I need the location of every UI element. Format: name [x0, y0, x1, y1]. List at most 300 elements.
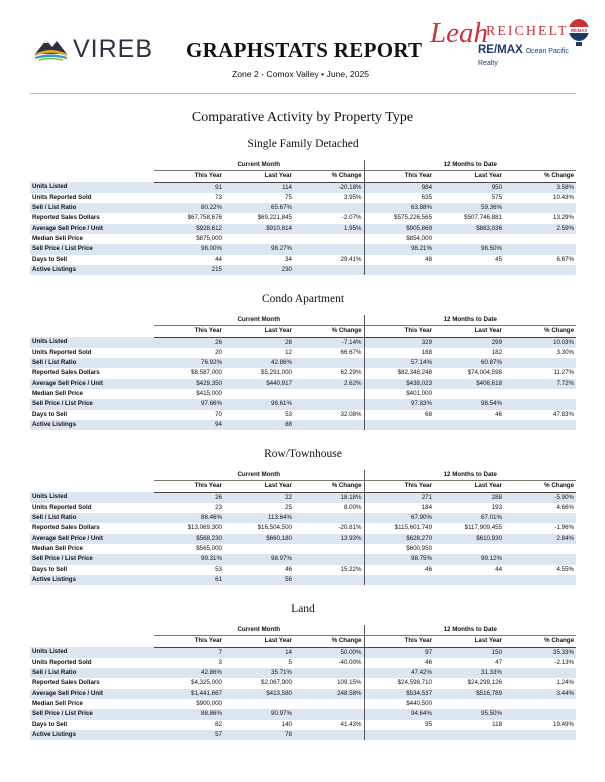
- section-title: Single Family Detached: [247, 138, 359, 150]
- table-cell: [294, 730, 364, 740]
- table-row: [30, 554, 576, 564]
- row-label: Active Listings: [30, 730, 154, 740]
- table-cell: 215: [154, 265, 224, 275]
- stats-table: [30, 315, 576, 430]
- table-cell: 13.29%: [504, 213, 576, 223]
- table-cell: $74,004,598: [434, 368, 504, 378]
- table-cell: [364, 575, 434, 585]
- brokerage-office: Ocean Pacific Realty: [478, 48, 569, 67]
- table-cell: 7: [154, 647, 224, 658]
- table-cell: 88: [224, 420, 294, 430]
- table-cell: 88.86%: [154, 709, 224, 719]
- table-cell: [504, 554, 576, 564]
- table-cell: 26: [154, 337, 224, 348]
- table-cell: [224, 699, 294, 709]
- table-cell: $516,789: [434, 689, 504, 699]
- table-cell: $507,746,881: [434, 213, 504, 223]
- table-cell: $628,270: [364, 534, 434, 544]
- table-cell: [294, 234, 364, 244]
- table-cell: 1.24%: [504, 678, 576, 688]
- row-label: Sell / List Ratio: [30, 203, 154, 213]
- table-cell: 4.66%: [504, 503, 576, 513]
- table-cell: 28: [224, 337, 294, 348]
- group-header-twelve: 12 Months to Date: [364, 315, 576, 326]
- table-cell: 1.95%: [294, 224, 364, 234]
- table-cell: 150: [434, 647, 504, 658]
- row-label: Average Sell Price / Unit: [30, 689, 154, 699]
- row-label: Reported Sales Dollars: [30, 213, 154, 223]
- table-cell: $928,612: [154, 224, 224, 234]
- table-cell: 42.86%: [154, 668, 224, 678]
- brokerage-name: [478, 44, 590, 68]
- table-cell: 91: [154, 182, 224, 193]
- table-cell: 97.83%: [364, 399, 434, 409]
- table-cell: $854,000: [364, 234, 434, 244]
- balloon-label: RE/MAX: [570, 28, 588, 33]
- table-row: [30, 492, 576, 503]
- column-header: This Year: [364, 326, 434, 337]
- table-row: [30, 244, 576, 254]
- table-cell: 635: [364, 193, 434, 203]
- table-cell: 98.97%: [224, 554, 294, 564]
- row-label: Days to Sell: [30, 255, 154, 265]
- table-cell: $5,291,000: [224, 368, 294, 378]
- table-cell: 60.87%: [434, 358, 504, 368]
- table-row: [30, 234, 576, 244]
- table-cell: [224, 234, 294, 244]
- table-cell: 19.49%: [504, 720, 576, 730]
- table-row: [30, 348, 576, 358]
- table-cell: 25: [224, 503, 294, 513]
- table-cell: 26: [154, 492, 224, 503]
- table-cell: 53: [154, 565, 224, 575]
- table-cell: $69,221,845: [224, 213, 294, 223]
- row-label: Average Sell Price / Unit: [30, 379, 154, 389]
- table-cell: [504, 544, 576, 554]
- table-row: [30, 337, 576, 348]
- table-cell: 3.30%: [504, 348, 576, 358]
- table-cell: 95.50%: [434, 709, 504, 719]
- column-header: Last Year: [434, 636, 504, 647]
- table-cell: 57: [154, 730, 224, 740]
- table-cell: 20: [154, 348, 224, 358]
- table-row: [30, 544, 576, 554]
- row-label: Sell Price / List Price: [30, 399, 154, 409]
- table-cell: [434, 389, 504, 399]
- table-row: [30, 678, 576, 688]
- table-cell: $660,180: [224, 534, 294, 544]
- table-cell: $565,000: [154, 544, 224, 554]
- table-cell: 11.27%: [504, 368, 576, 378]
- stats-table: [30, 160, 576, 275]
- table-cell: $401,000: [364, 389, 434, 399]
- table-cell: [294, 544, 364, 554]
- table-cell: [224, 389, 294, 399]
- agent-first-name: Leah: [430, 17, 488, 49]
- table-cell: [364, 420, 434, 430]
- table-cell: 75: [224, 193, 294, 203]
- group-header-current: Current Month: [154, 315, 364, 326]
- table-cell: 22: [224, 492, 294, 503]
- table-cell: $883,036: [434, 224, 504, 234]
- table-cell: $115,601,749: [364, 523, 434, 533]
- table-cell: 230: [224, 265, 294, 275]
- table-cell: 118: [434, 720, 504, 730]
- row-label: Sell Price / List Price: [30, 709, 154, 719]
- table-cell: 984: [364, 182, 434, 193]
- agent-last-name: REICHELT: [486, 24, 569, 39]
- table-cell: $900,000: [154, 699, 224, 709]
- table-row: [30, 699, 576, 709]
- column-header: % Change: [294, 171, 364, 182]
- table-cell: [504, 575, 576, 585]
- table-cell: -20.81%: [294, 523, 364, 533]
- table-cell: 57.14%: [364, 358, 434, 368]
- table-cell: 3.58%: [504, 182, 576, 193]
- row-label: Active Listings: [30, 265, 154, 275]
- table-cell: 299: [434, 337, 504, 348]
- table-row: [30, 389, 576, 399]
- table-cell: [504, 399, 576, 409]
- table-cell: 3: [154, 658, 224, 668]
- table-cell: 109.15%: [294, 678, 364, 688]
- table-row: [30, 379, 576, 389]
- table-cell: $534,537: [364, 689, 434, 699]
- table-row: [30, 358, 576, 368]
- table-cell: [294, 513, 364, 523]
- table-cell: $610,930: [434, 534, 504, 544]
- row-label: Sell Price / List Price: [30, 244, 154, 254]
- column-header: % Change: [294, 636, 364, 647]
- table-cell: 575: [434, 193, 504, 203]
- table-cell: 31.33%: [434, 668, 504, 678]
- stats-table: [30, 470, 576, 585]
- column-header: % Change: [504, 481, 576, 492]
- table-cell: 35.33%: [504, 647, 576, 658]
- row-label: Reported Sales Dollars: [30, 368, 154, 378]
- table-cell: 14: [224, 647, 294, 658]
- table-row: [30, 255, 576, 265]
- table-cell: 329: [364, 337, 434, 348]
- table-cell: 99.31%: [154, 554, 224, 564]
- table-cell: 50.00%: [294, 647, 364, 658]
- table-cell: 113.64%: [224, 513, 294, 523]
- row-label: Active Listings: [30, 575, 154, 585]
- table-cell: [504, 699, 576, 709]
- table-cell: [434, 420, 504, 430]
- table-cell: $910,814: [224, 224, 294, 234]
- table-cell: 5: [224, 658, 294, 668]
- row-label: Median Sell Price: [30, 389, 154, 399]
- table-cell: 66.67%: [294, 348, 364, 358]
- table-cell: 61: [154, 575, 224, 585]
- table-cell: 45: [434, 255, 504, 265]
- table-cell: [294, 575, 364, 585]
- table-cell: 76.92%: [154, 358, 224, 368]
- column-header: This Year: [154, 481, 224, 492]
- table-cell: 47: [434, 658, 504, 668]
- table-cell: 15.22%: [294, 565, 364, 575]
- table-cell: 44: [434, 565, 504, 575]
- column-header: Last Year: [224, 171, 294, 182]
- table-cell: 41.43%: [294, 720, 364, 730]
- group-header-current: Current Month: [154, 470, 364, 481]
- table-cell: $429,350: [154, 379, 224, 389]
- table-cell: $413,580: [224, 689, 294, 699]
- table-cell: [294, 709, 364, 719]
- table-cell: 67.90%: [364, 513, 434, 523]
- table-cell: $440,917: [224, 379, 294, 389]
- table-cell: -40.00%: [294, 658, 364, 668]
- group-header-twelve: 12 Months to Date: [364, 160, 576, 171]
- table-row: [30, 730, 576, 740]
- vireb-logo: [33, 32, 153, 66]
- table-cell: [294, 554, 364, 564]
- table-cell: 140: [224, 720, 294, 730]
- table-cell: 3.95%: [294, 193, 364, 203]
- header-divider: [30, 93, 576, 94]
- table-cell: $8,587,000: [154, 368, 224, 378]
- table-row: [30, 668, 576, 678]
- row-label: Median Sell Price: [30, 544, 154, 554]
- table-row: [30, 410, 576, 420]
- table-cell: 188: [364, 348, 434, 358]
- table-cell: -2.07%: [294, 213, 364, 223]
- table-cell: [294, 668, 364, 678]
- table-cell: [504, 389, 576, 399]
- table-cell: 34: [224, 255, 294, 265]
- table-cell: [294, 399, 364, 409]
- table-row: [30, 720, 576, 730]
- table-cell: 46: [364, 565, 434, 575]
- table-cell: 46: [224, 565, 294, 575]
- table-cell: -7.14%: [294, 337, 364, 348]
- table-row: [30, 513, 576, 523]
- table-cell: [364, 265, 434, 275]
- table-cell: 98.50%: [434, 244, 504, 254]
- table-row: [30, 689, 576, 699]
- table-cell: 114: [224, 182, 294, 193]
- table-cell: -20.18%: [294, 182, 364, 193]
- report-subtitle: Zone 2 - Comox Valley • June, 2025: [232, 69, 370, 79]
- column-header: % Change: [504, 326, 576, 337]
- row-label: Units Listed: [30, 337, 154, 348]
- table-cell: 182: [434, 348, 504, 358]
- column-header: % Change: [504, 636, 576, 647]
- report-header: [0, 0, 605, 95]
- column-header: % Change: [294, 326, 364, 337]
- report-title: GRAPHSTATS REPORT: [186, 38, 423, 62]
- table-cell: 3.44%: [504, 689, 576, 699]
- table-cell: 98.00%: [154, 244, 224, 254]
- table-cell: $4,325,000: [154, 678, 224, 688]
- table-cell: 29.41%: [294, 255, 364, 265]
- column-header: Last Year: [224, 481, 294, 492]
- table-cell: 6.67%: [504, 255, 576, 265]
- table-cell: $1,441,667: [154, 689, 224, 699]
- table-row: [30, 224, 576, 234]
- table-cell: 62.29%: [294, 368, 364, 378]
- table-cell: 56: [224, 575, 294, 585]
- table-row: [30, 182, 576, 193]
- table-cell: $440,500: [364, 699, 434, 709]
- table-cell: $2,067,900: [224, 678, 294, 688]
- vireb-logo-text: VIREB: [73, 35, 154, 63]
- table-cell: [294, 265, 364, 275]
- table-cell: 70: [154, 410, 224, 420]
- table-cell: 80.22%: [154, 203, 224, 213]
- table-cell: 98.61%: [224, 399, 294, 409]
- table-cell: 44: [154, 255, 224, 265]
- column-header: This Year: [154, 171, 224, 182]
- row-label: Units Reported Sold: [30, 503, 154, 513]
- row-label: Units Reported Sold: [30, 193, 154, 203]
- row-label: Days to Sell: [30, 720, 154, 730]
- table-cell: 98.21%: [364, 244, 434, 254]
- table-cell: 2.59%: [504, 224, 576, 234]
- brokerage-brand: RE/MAX: [478, 44, 523, 56]
- table-cell: [224, 544, 294, 554]
- table-cell: 47.42%: [364, 668, 434, 678]
- table-cell: 78: [224, 730, 294, 740]
- table-row: [30, 203, 576, 213]
- row-label: Units Listed: [30, 492, 154, 503]
- row-label: Units Listed: [30, 182, 154, 193]
- table-cell: [434, 730, 504, 740]
- table-cell: 10.03%: [504, 337, 576, 348]
- row-label: Average Sell Price / Unit: [30, 534, 154, 544]
- table-cell: $24,299,126: [434, 678, 504, 688]
- table-row: [30, 503, 576, 513]
- row-label: Average Sell Price / Unit: [30, 224, 154, 234]
- column-header: This Year: [154, 636, 224, 647]
- table-row: [30, 658, 576, 668]
- table-cell: [504, 513, 576, 523]
- agent-logo: [430, 17, 590, 65]
- table-row: [30, 265, 576, 275]
- table-cell: $24,598,710: [364, 678, 434, 688]
- column-header: This Year: [364, 481, 434, 492]
- row-label: Days to Sell: [30, 410, 154, 420]
- table-row: [30, 565, 576, 575]
- table-cell: [434, 234, 504, 244]
- table-cell: 48: [364, 255, 434, 265]
- table-cell: 2.84%: [504, 534, 576, 544]
- table-row: [30, 368, 576, 378]
- column-header: Last Year: [224, 636, 294, 647]
- row-label: Sell / List Ratio: [30, 513, 154, 523]
- table-cell: [294, 244, 364, 254]
- table-cell: 42.86%: [224, 358, 294, 368]
- table-cell: 12: [224, 348, 294, 358]
- table-cell: 53: [224, 410, 294, 420]
- column-header: This Year: [364, 636, 434, 647]
- table-cell: [434, 265, 504, 275]
- table-cell: 99.12%: [434, 554, 504, 564]
- table-cell: -2.13%: [504, 658, 576, 668]
- group-header-twelve: 12 Months to Date: [364, 470, 576, 481]
- table-cell: 10.43%: [504, 193, 576, 203]
- row-label: Sell / List Ratio: [30, 358, 154, 368]
- table-cell: $67,758,676: [154, 213, 224, 223]
- column-header: Last Year: [224, 326, 294, 337]
- row-label: Median Sell Price: [30, 699, 154, 709]
- table-cell: $117,909,455: [434, 523, 504, 533]
- table-cell: [504, 244, 576, 254]
- row-label: Days to Sell: [30, 565, 154, 575]
- table-row: [30, 534, 576, 544]
- table-cell: [294, 389, 364, 399]
- table-cell: [504, 668, 576, 678]
- table-cell: [504, 203, 576, 213]
- table-cell: 67.01%: [434, 513, 504, 523]
- table-cell: 98.27%: [224, 244, 294, 254]
- table-cell: [294, 203, 364, 213]
- table-cell: 46: [434, 410, 504, 420]
- table-cell: 95: [364, 720, 434, 730]
- row-label: Units Reported Sold: [30, 658, 154, 668]
- table-row: [30, 647, 576, 658]
- table-row: [30, 575, 576, 585]
- table-row: [30, 523, 576, 533]
- column-header: % Change: [504, 171, 576, 182]
- table-cell: $13,069,300: [154, 523, 224, 533]
- table-cell: $905,869: [364, 224, 434, 234]
- table-cell: 98.54%: [434, 399, 504, 409]
- column-header: Last Year: [434, 481, 504, 492]
- table-cell: $82,348,248: [364, 368, 434, 378]
- table-cell: 13.93%: [294, 534, 364, 544]
- column-header: Last Year: [434, 326, 504, 337]
- table-cell: 7.72%: [504, 379, 576, 389]
- row-label: Active Listings: [30, 420, 154, 430]
- table-cell: [504, 420, 576, 430]
- group-header-current: Current Month: [154, 160, 364, 171]
- table-cell: 98.75%: [364, 554, 434, 564]
- table-row: [30, 399, 576, 409]
- table-cell: 23: [154, 503, 224, 513]
- table-cell: 184: [364, 503, 434, 513]
- column-header: This Year: [154, 326, 224, 337]
- table-cell: 94.64%: [364, 709, 434, 719]
- table-cell: 82: [154, 720, 224, 730]
- section-title: Condo Apartment: [261, 293, 345, 305]
- table-cell: [504, 358, 576, 368]
- table-cell: 193: [434, 503, 504, 513]
- column-header: This Year: [364, 171, 434, 182]
- table-cell: 97: [364, 647, 434, 658]
- table-cell: -1.96%: [504, 523, 576, 533]
- row-label: Units Reported Sold: [30, 348, 154, 358]
- remax-balloon-icon: [567, 19, 591, 47]
- table-cell: [504, 730, 576, 740]
- row-label: Sell Price / List Price: [30, 554, 154, 564]
- table-cell: 73: [154, 193, 224, 203]
- table-cell: 4.55%: [504, 565, 576, 575]
- table-cell: $415,000: [154, 389, 224, 399]
- table-cell: 8.00%: [294, 503, 364, 513]
- table-cell: 47.83%: [504, 410, 576, 420]
- table-row: [30, 420, 576, 430]
- table-cell: [434, 699, 504, 709]
- table-cell: [504, 265, 576, 275]
- table-cell: [434, 544, 504, 554]
- table-cell: 68: [364, 410, 434, 420]
- table-cell: $600,950: [364, 544, 434, 554]
- table-cell: 32.08%: [294, 410, 364, 420]
- section-title: Land: [291, 603, 315, 615]
- table-cell: 288: [434, 492, 504, 503]
